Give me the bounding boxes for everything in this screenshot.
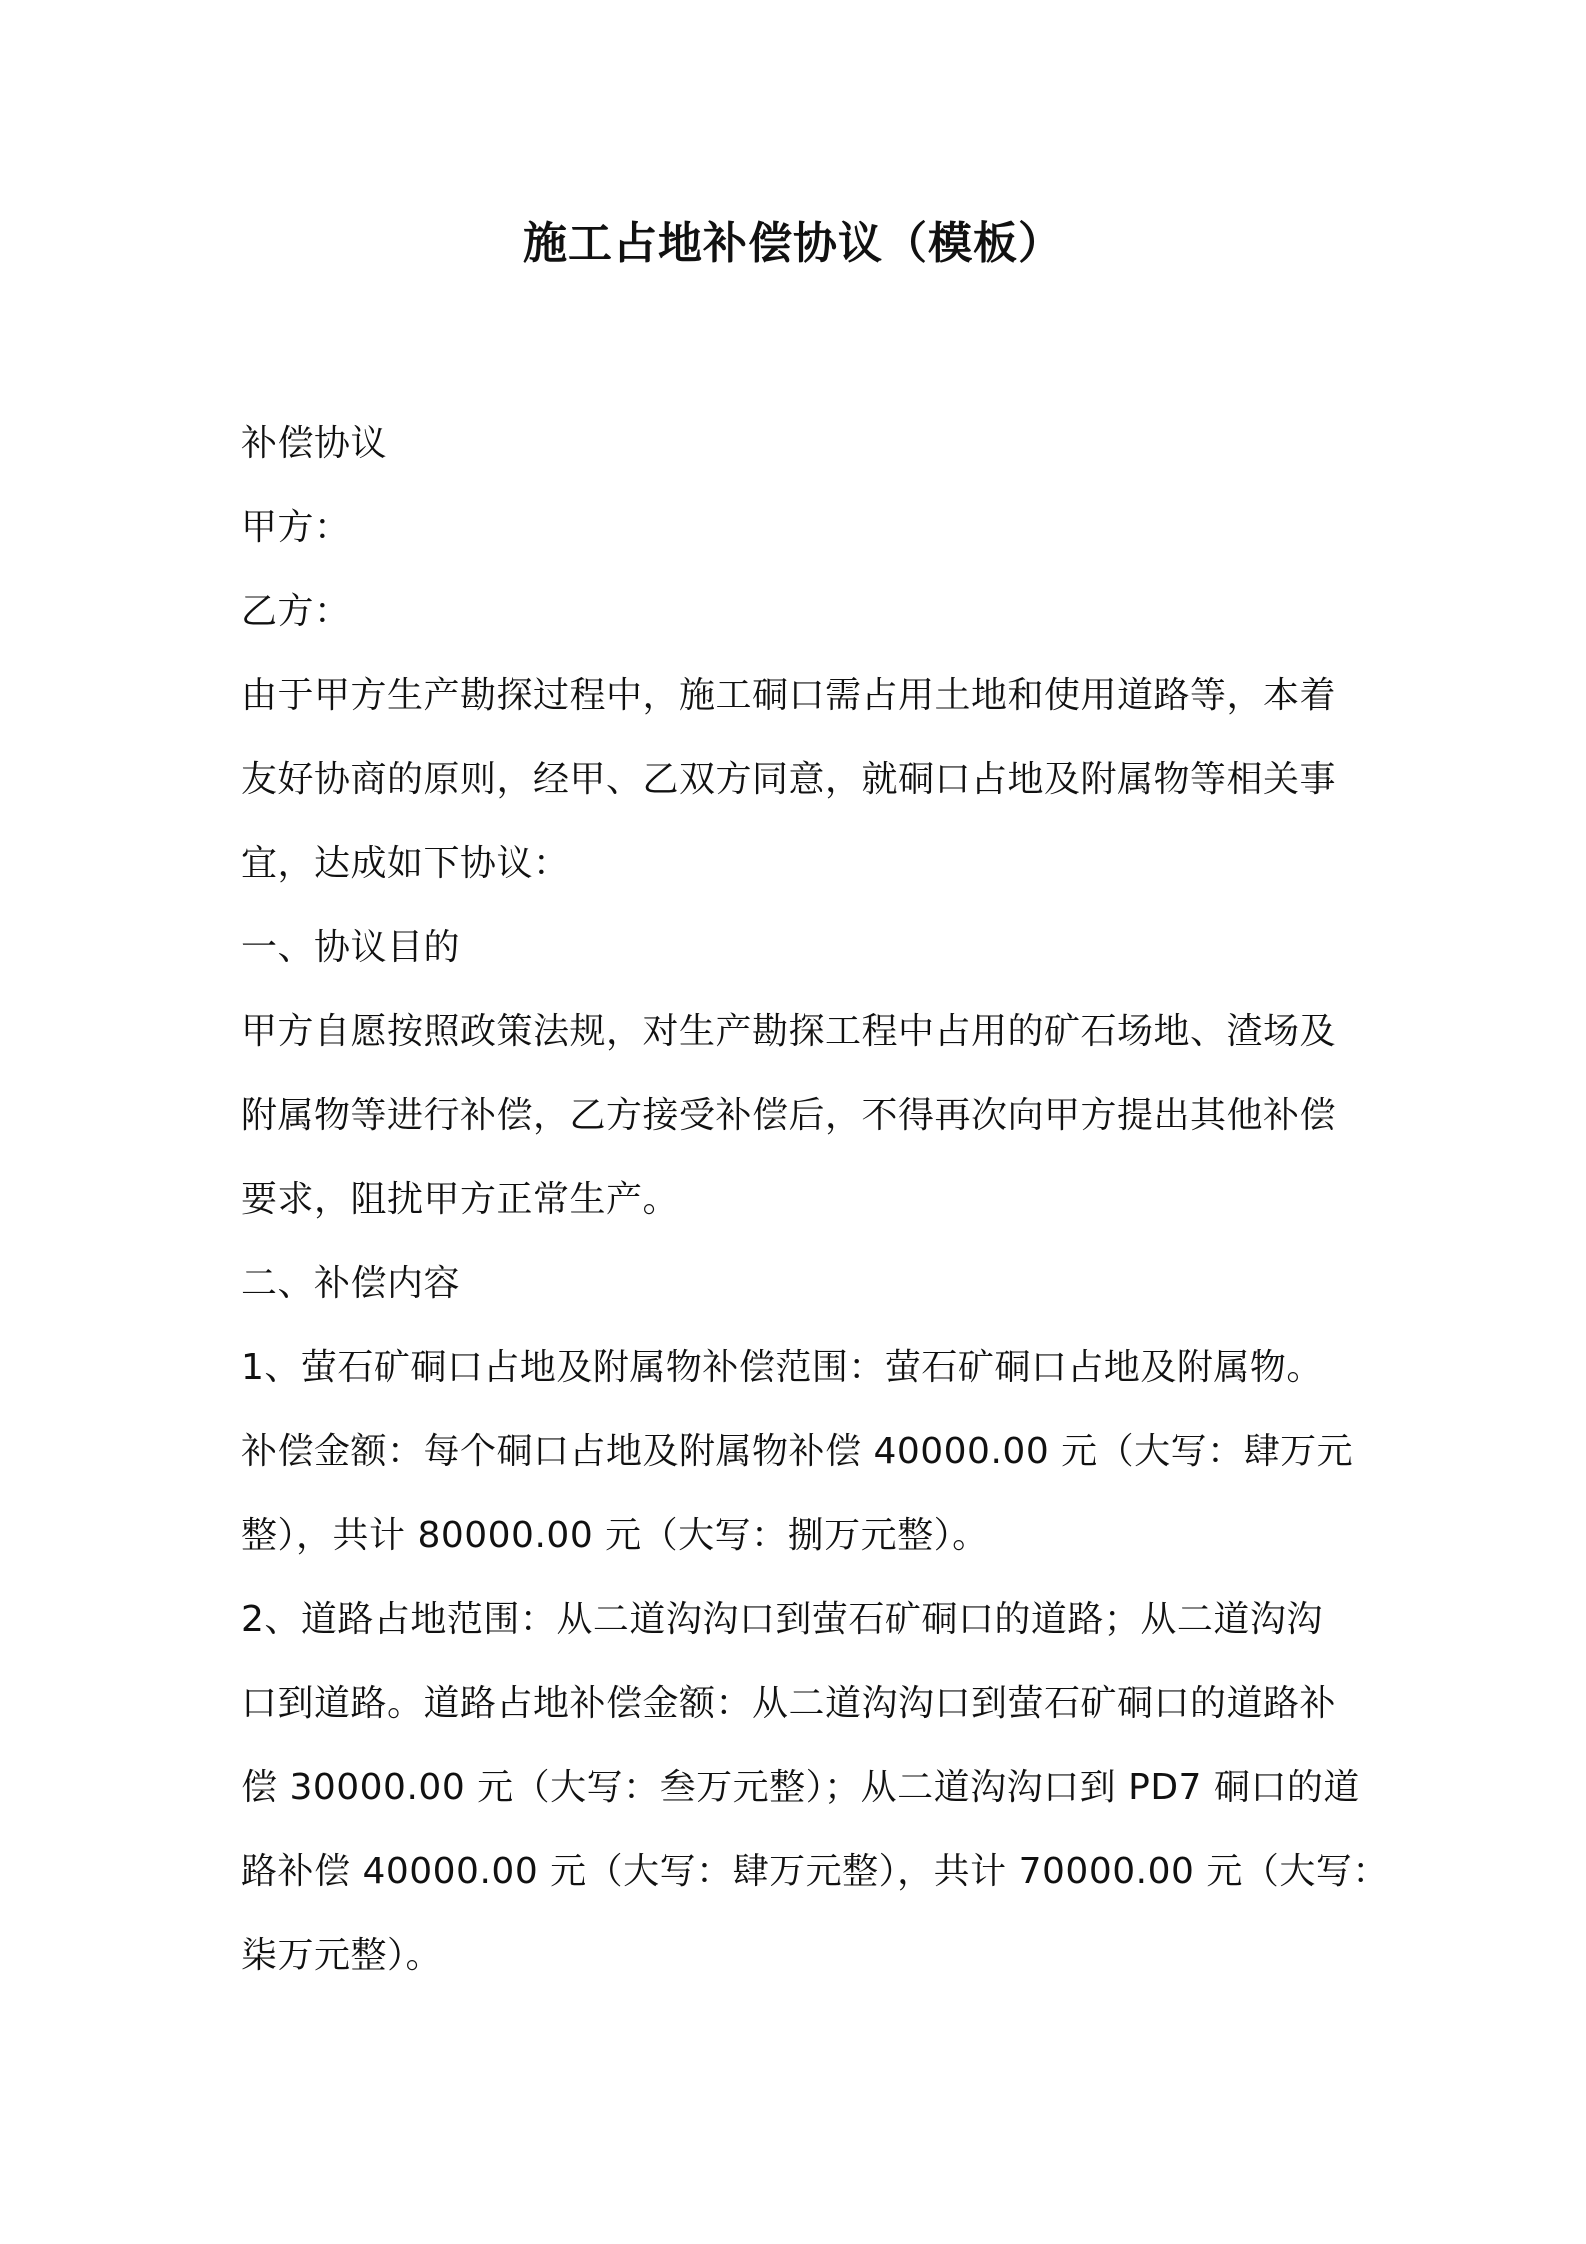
text-line: 由于甲方生产勘探过程中，施工硐口需占用土地和使用道路等，本着 — [241, 675, 1337, 716]
text-line: 口到道路。道路占地补偿金额：从二道沟沟口到萤石矿硐口的道路补 — [241, 1683, 1337, 1724]
text-line: 附属物等进行补偿，乙方接受补偿后，不得再次向甲方提出其他补偿 — [241, 1095, 1337, 1136]
party-b-line: 乙方： — [241, 591, 351, 632]
text-line: 路补偿 40000.00 元（大写：肆万元整），共计 70000.00 元（大写： — [241, 1851, 1389, 1892]
text-line: 偿 30000.00 元（大写：叁万元整）；从二道沟沟口到 PD7 硐口的道 — [241, 1767, 1360, 1808]
document-body — [241, 402, 1389, 1998]
text-line: 宜，达成如下协议： — [241, 843, 570, 884]
party-a-line: 甲方： — [241, 507, 351, 548]
text-line: 柒万元整）。 — [241, 1935, 443, 1976]
document-title: 施工占地补偿协议（模板） — [523, 218, 1063, 269]
section-heading: 一、协议目的 — [241, 927, 461, 968]
text-line: 整），共计 80000.00 元（大写：捌万元整）。 — [241, 1515, 989, 1556]
text-line: 甲方自愿按照政策法规，对生产勘探工程中占用的矿石场地、渣场及 — [241, 1011, 1337, 1052]
text-line: 友好协商的原则，经甲、乙双方同意，就硐口占地及附属物等相关事 — [241, 759, 1337, 800]
section-heading: 二、补偿内容 — [241, 1263, 461, 1304]
subtitle: 补偿协议 — [241, 423, 388, 464]
text-line: 1、萤石矿硐口占地及附属物补偿范围：萤石矿硐口占地及附属物。 — [241, 1347, 1323, 1388]
text-line: 要求，阻扰甲方正常生产。 — [241, 1179, 680, 1220]
text-line: 2、道路占地范围：从二道沟沟口到萤石矿硐口的道路；从二道沟沟 — [241, 1599, 1323, 1640]
text-line: 补偿金额：每个硐口占地及附属物补偿 40000.00 元（大写：肆万元 — [241, 1431, 1354, 1472]
